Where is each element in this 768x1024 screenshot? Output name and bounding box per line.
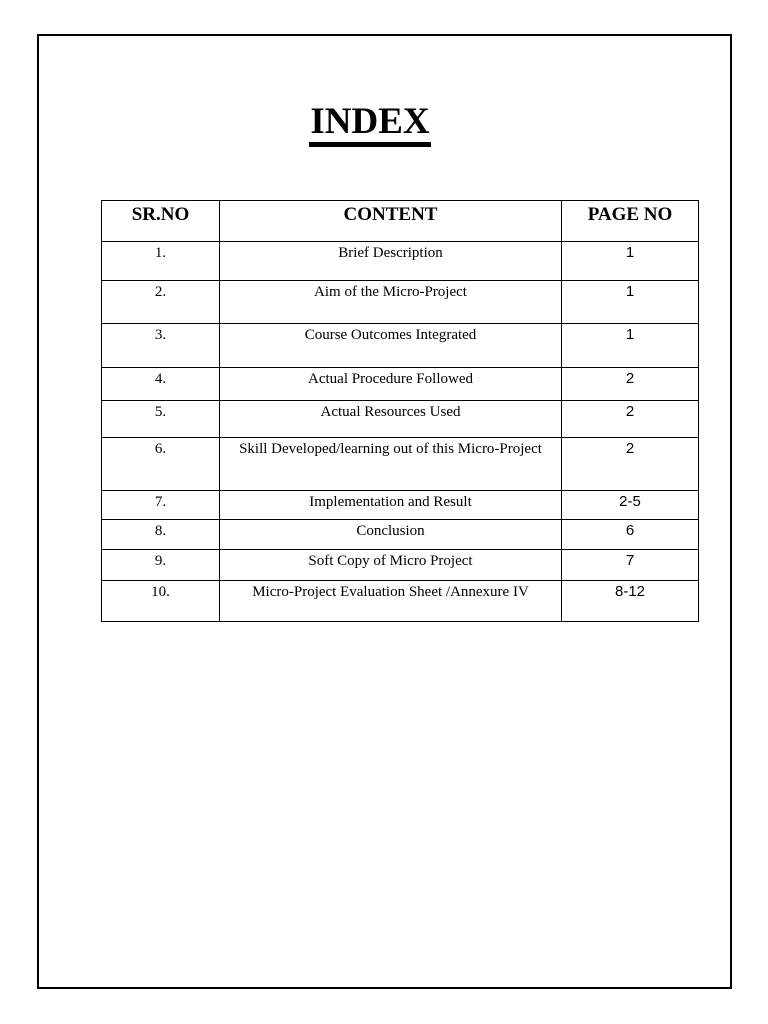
page-cell: 2	[562, 438, 699, 491]
table-row	[102, 242, 699, 281]
table-row	[102, 520, 699, 550]
sr-cell: 3.	[102, 324, 220, 368]
table-row	[102, 581, 699, 622]
sr-cell: 2.	[102, 281, 220, 324]
table-header-row	[102, 201, 699, 242]
content-cell: Conclusion	[220, 520, 562, 550]
sr-cell: 10.	[102, 581, 220, 622]
sr-cell: 1.	[102, 242, 220, 281]
table-row	[102, 401, 699, 438]
page-cell: 1	[562, 281, 699, 324]
table-row	[102, 491, 699, 520]
page-cell: 2	[562, 368, 699, 401]
content-cell: Brief Description	[220, 242, 562, 281]
page-cell: 1	[562, 242, 699, 281]
page-cell: 1	[562, 324, 699, 368]
page-cell: 6	[562, 520, 699, 550]
sr-cell: 6.	[102, 438, 220, 491]
table-row	[102, 368, 699, 401]
page-cell: 2-5	[562, 491, 699, 520]
index-table	[101, 200, 699, 622]
header-page-no: PAGE NO	[562, 201, 699, 242]
page-cell: 8-12	[562, 581, 699, 622]
header-content: CONTENT	[220, 201, 562, 242]
content-cell: Aim of the Micro-Project	[220, 281, 562, 324]
content-cell: Skill Developed/learning out of this Micro-Project	[220, 438, 562, 491]
sr-cell: 4.	[102, 368, 220, 401]
index-heading: INDEX	[309, 102, 430, 147]
page-cell: 2	[562, 401, 699, 438]
sr-cell: 8.	[102, 520, 220, 550]
page-title	[0, 100, 740, 147]
table-row	[102, 550, 699, 581]
page-cell: 7	[562, 550, 699, 581]
content-cell: Micro-Project Evaluation Sheet /Annexure IV	[220, 581, 562, 622]
sr-cell: 5.	[102, 401, 220, 438]
content-cell: Actual Resources Used	[220, 401, 562, 438]
content-cell: Implementation and Result	[220, 491, 562, 520]
content-cell: Course Outcomes Integrated	[220, 324, 562, 368]
header-sr-no: SR.NO	[102, 201, 220, 242]
sr-cell: 7.	[102, 491, 220, 520]
table-row	[102, 324, 699, 368]
content-cell: Actual Procedure Followed	[220, 368, 562, 401]
content-cell: Soft Copy of Micro Project	[220, 550, 562, 581]
table-row	[102, 438, 699, 491]
table-row	[102, 281, 699, 324]
sr-cell: 9.	[102, 550, 220, 581]
